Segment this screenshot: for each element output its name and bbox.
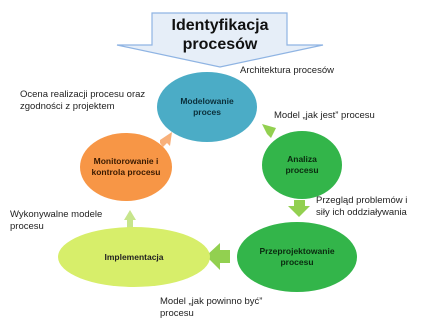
label-ocena: Ocena realizacji procesu oraz zgodności z projektem: [20, 89, 146, 112]
label-przeglad: Przegląd problemów i siły ich oddziaływania: [316, 195, 408, 218]
node-implementacja-label: Implementacja: [104, 251, 164, 262]
arrow-monitorowanie-to-modelowanie: [160, 132, 172, 147]
node-monitorowanie-label: Monitorowanie i kontrola procesu: [91, 156, 161, 177]
arrow-modelowanie-to-analiza: [262, 124, 276, 138]
label-jak-jest: Model „jak jest” procesu: [274, 110, 375, 121]
label-wykonywalne: Wykonywalne modele procesu: [10, 209, 103, 232]
diagram-title: Identyfikacja procesów: [171, 17, 269, 53]
arrow-analiza-to-przeprojektowanie: [288, 200, 310, 217]
node-przeprojektowanie-label: Przeprojektowanie procesu: [259, 246, 335, 267]
node-modelowanie-label: Modelowanie proces: [180, 96, 234, 117]
arrow-implementacja-to-monitorowanie: [124, 210, 136, 228]
label-jak-powinno: Model „jak powinno być” procesu: [160, 296, 263, 319]
label-architektura: Architektura procesów: [240, 65, 334, 76]
node-analiza-label: Analiza procesu: [285, 154, 319, 175]
